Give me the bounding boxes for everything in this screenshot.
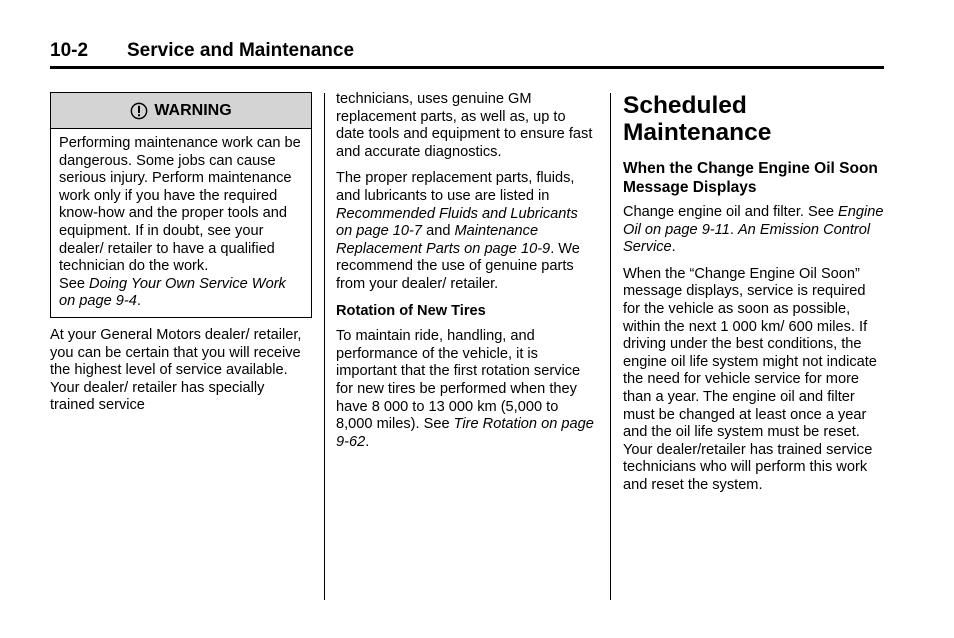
column-3 <box>623 92 885 504</box>
rotation-text-a: To maintain ride, handling, and performance of the vehicle, it is important that the first rotation service for new tires be performed when they have 8 000 to 13 000 km (5,000 to 8,000 miles). See <box>336 328 581 433</box>
oil-text-a: Change engine oil and filter. See <box>623 204 839 220</box>
parts-text-b: and <box>422 223 455 240</box>
warning-text: Performing maintenance work can be dangerous. Some jobs can cause serious injury. Perform maintenance work only if you have the required know-how and the proper tools and equipment. If in doubt, see your dealer/ retailer to have a qualified technician do the work. <box>59 135 301 275</box>
warning-see <box>59 276 303 311</box>
rotation-heading: Rotation of New Tires <box>336 302 486 319</box>
dealer-paragraph: At your General Motors dealer/ retailer, you can be certain that you will receive the highest level of service available. Your dealer/ retailer has specially trained service <box>50 326 302 414</box>
replacement-parts-paragraph <box>336 170 598 293</box>
warning-body <box>51 129 311 317</box>
emission-service-label: An Emission Control Service <box>623 221 871 256</box>
rotation-paragraph <box>336 328 598 451</box>
parts-text-c: . We recommend the use of genuine parts from your dealer/ retailer. <box>336 240 580 292</box>
page-number: 10-2 <box>50 40 89 61</box>
rotation-text-b: . <box>365 433 370 450</box>
column-1 <box>50 92 312 424</box>
page-header <box>50 38 884 69</box>
oil-text-b: . <box>729 221 738 238</box>
engine-oil-reference-link[interactable]: Engine Oil on page 9-11 <box>623 204 884 238</box>
oil-message-paragraph: When the “Change Engine Oil Soon” message displays, service is required for the vehicle as soon as possible, within the next 1 000 km/ 600 miles. If driving under the best conditions, the engine oil life system might not indicate the need for vehicle service for more than a year. The engine oil and filter must be changed at least once a year and the oil life system must be reset. Your dealer/retailer has trained service technicians who will perform this work and reset the system. <box>623 265 877 493</box>
technicians-paragraph: technicians, uses genuine GM replacement parts, as well as, up to date tools and equipment to ensure fast and accurate diagnostics. <box>336 91 593 160</box>
warning-header <box>51 93 311 129</box>
column-divider-1 <box>324 93 325 600</box>
column-divider-2 <box>610 93 611 600</box>
column-2 <box>336 91 598 460</box>
parts-text-a: The proper replacement parts, fluids, and lubricants to use are listed in <box>336 170 575 204</box>
see-prefix: See <box>59 275 90 292</box>
parts-reference-link[interactable]: Maintenance Replacement Parts on page 10-9 <box>336 223 551 257</box>
section-title: Service and Maintenance <box>127 40 355 61</box>
section-heading: Scheduled Maintenance <box>623 92 772 146</box>
warning-icon <box>130 102 148 120</box>
warning-title: WARNING <box>154 101 232 119</box>
oil-text-c: . <box>671 239 676 256</box>
warning-box <box>50 92 312 318</box>
warning-reference-link[interactable]: Doing Your Own Service Work on page 9-4 <box>59 275 286 310</box>
tire-rotation-reference-link[interactable]: Tire Rotation on page 9-62 <box>336 416 594 450</box>
oil-message-subheading: When the Change Engine Oil Soon Message Displays <box>623 160 878 196</box>
fluids-reference-link[interactable]: Recommended Fluids and Lubricants on page 10-7 <box>336 205 578 240</box>
change-oil-paragraph <box>623 204 885 257</box>
see-suffix: . <box>136 293 141 310</box>
